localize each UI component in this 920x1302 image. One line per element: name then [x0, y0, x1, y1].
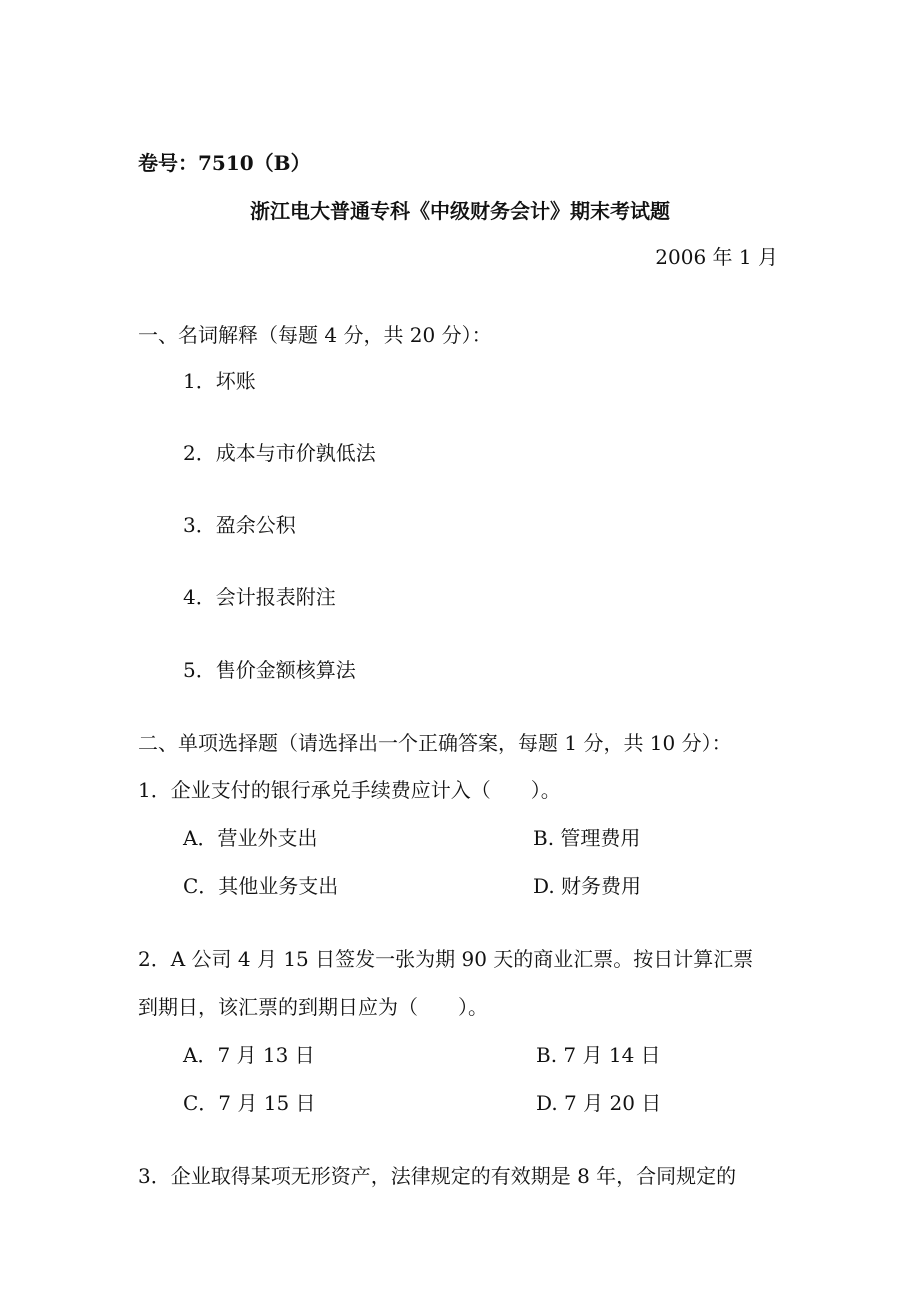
question-2-text-line2: 到期日，该汇票的到期日应为（ ）。: [138, 995, 488, 1019]
question-1-option-b: B. 管理费用: [533, 826, 641, 850]
paper-number: 卷号：7510（B）: [138, 151, 311, 175]
term-item: 4．会计报表附注: [183, 585, 336, 609]
term-item: 3．盈余公积: [183, 513, 296, 537]
question-3-text: 3．企业取得某项无形资产，法律规定的有效期是 8 年，合同规定的: [138, 1164, 737, 1188]
question-1-option-a: A．营业外支出: [183, 826, 318, 850]
question-2-option-c: C．7 月 15 日: [183, 1091, 316, 1115]
exam-date: 2006 年 1 月: [655, 245, 778, 269]
question-2-option-a: A．7 月 13 日: [183, 1043, 315, 1067]
term-item: 2．成本与市价孰低法: [183, 441, 376, 465]
term-item: 5．售价金额核算法: [183, 658, 356, 682]
question-1-option-d: D. 财务费用: [533, 874, 642, 898]
section1-heading: 一、名词解释（每题 4 分，共 20 分）：: [138, 323, 492, 347]
question-2-option-d: D. 7 月 20 日: [536, 1091, 662, 1115]
question-1-option-c: C．其他业务支出: [183, 874, 339, 898]
question-2-text-line1: 2．A 公司 4 月 15 日签发一张为期 90 天的商业汇票。按日计算汇票: [138, 947, 754, 971]
question-2-option-b: B. 7 月 14 日: [536, 1043, 661, 1067]
question-1-text: 1．企业支付的银行承兑手续费应计入（ ）。: [138, 778, 561, 802]
section2-heading: 二、单项选择题（请选择出一个正确答案，每题 1 分，共 10 分）：: [138, 731, 732, 755]
term-item: 1．坏账: [183, 369, 256, 393]
exam-title: 浙江电大普通专科《中级财务会计》期末考试题: [250, 199, 670, 223]
